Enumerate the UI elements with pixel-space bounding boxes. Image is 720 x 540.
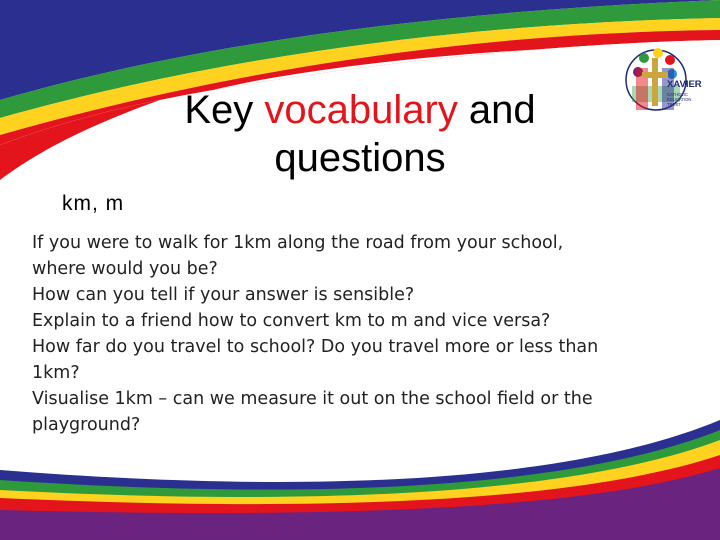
question-line: How far do you travel to school? Do you travel more or less than (32, 337, 599, 357)
question-line: If you were to walk for 1km along the road from your school, (32, 233, 564, 253)
logo-name: XAVIER (667, 79, 702, 90)
logo-line2: EDUCATION (667, 97, 692, 102)
logo-line1: CATHOLIC (667, 92, 688, 97)
title-accent: vocabulary (264, 88, 458, 132)
logo-line3: TRUST (667, 102, 681, 107)
title-line-2: questions (274, 136, 446, 180)
title-part-2: and (457, 88, 536, 132)
question-line: 1km? (32, 363, 80, 383)
question-line: playground? (32, 415, 141, 435)
question-line: Visualise 1km – can we measure it out on the school field or the (32, 389, 593, 409)
vocabulary-list: km, m (62, 192, 125, 215)
page-title (110, 86, 610, 182)
question-line: where would you be? (32, 259, 218, 279)
logo-subtitle (667, 92, 697, 107)
question-line: How can you tell if your answer is sensible? (32, 285, 415, 305)
title-line-1 (110, 86, 610, 134)
title-part-1: Key (184, 88, 265, 132)
question-line: Explain to a friend how to convert km to m and vice versa? (32, 311, 551, 331)
questions-list (32, 230, 672, 438)
